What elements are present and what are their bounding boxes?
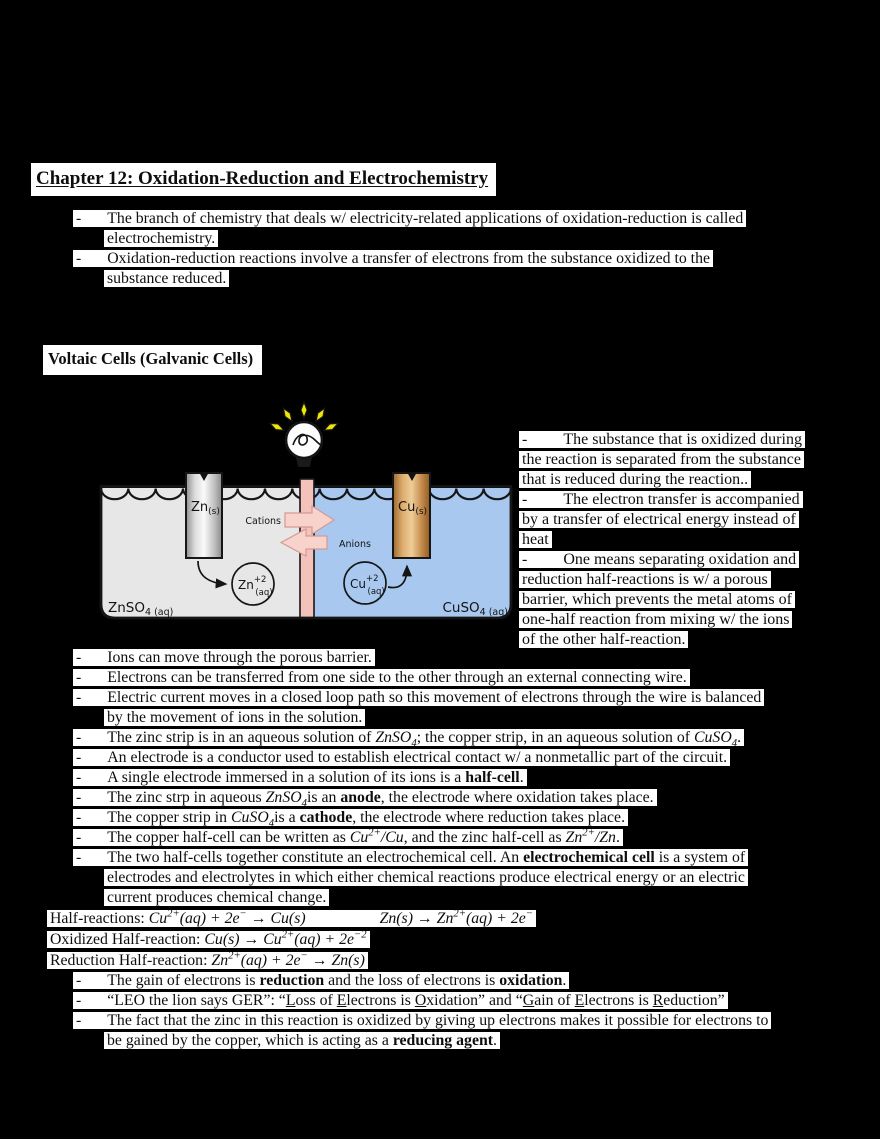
bullet-dash: - — [76, 689, 82, 706]
cu-solution-label: CuSO$_4$ (aq) — [442, 600, 508, 618]
list-item — [47, 249, 877, 289]
list-item — [47, 668, 877, 688]
note-line: - The substance that is oxidized during — [519, 430, 849, 450]
note-line: by a transfer of electrical energy instead of — [519, 510, 849, 530]
zn-solution-label: ZnSO$_4$ (aq) — [108, 600, 174, 618]
list-item-text: “LEO the lion says GER”: “Loss of Electrons is Oxidation” and “Gain of Electrons is Reduction” — [107, 992, 725, 1009]
zn-electrode-label: $Zn_{(s)}$ — [191, 500, 220, 517]
list-item-text: The fact that the zinc in this reaction is oxidized by giving up electrons makes it possible for electrons to be gained by the copper, which is acting as a reducing agent. — [107, 1012, 769, 1049]
main-list — [47, 648, 877, 908]
bullet-dash: - — [76, 972, 82, 989]
intro-list — [47, 209, 877, 289]
note-line: heat — [519, 530, 849, 550]
bullet-dash: - — [76, 992, 82, 1009]
note-line: reduction half-reactions is w/ a porous — [519, 570, 849, 590]
bulb-ray — [270, 423, 284, 430]
bullet-dash: - — [76, 789, 82, 806]
note-line: that is reduced during the reaction.. — [519, 470, 849, 490]
half-reaction-line — [47, 908, 877, 929]
list-item-text: Ions can move through the porous barrier. — [107, 649, 372, 666]
list-item — [47, 748, 877, 768]
bullet-dash: - — [76, 849, 82, 866]
list-item — [47, 1011, 877, 1051]
equation: Oxidized Half-reaction: $Cu(s) \to Cu^{2+}(aq) + 2e^{-2}$ — [47, 931, 370, 948]
bullet-dash: - — [76, 210, 82, 227]
side-notes — [519, 430, 849, 650]
light-bulb-icon — [270, 402, 338, 467]
list-item-text: The branch of chemistry that deals w/ electricity-related applications of oxidation-reduction is called electrochemistry. — [107, 210, 744, 247]
half-reaction-line — [47, 929, 877, 950]
bullet-dash: - — [76, 649, 82, 666]
bullet-dash: - — [76, 250, 82, 267]
list-item-text: The copper strip in CuSO$_4$is a cathode, the electrode where reduction takes place. — [107, 809, 626, 830]
note-line: - The electron transfer is accompanied — [519, 490, 849, 510]
list-item-text: The zinc strip is in an aqueous solution of ZnSO$_4$; the copper strip, in an aqueous solution of CuSO$_4$. — [107, 729, 742, 750]
list-item — [47, 768, 877, 788]
bulb-glass — [286, 422, 322, 458]
list-item — [47, 971, 877, 991]
bulb-ray — [301, 402, 307, 418]
list-item — [47, 728, 877, 748]
equation: $Zn(s) \to Zn^{2+}(aq) + 2e^-$ — [379, 907, 534, 927]
zn-ion-label: $Zn^{+2}$ (aq) — [238, 575, 273, 598]
bullet-dash: - — [76, 729, 82, 746]
bullet-dash: - — [76, 1012, 82, 1029]
final-list — [47, 971, 877, 1051]
list-item — [47, 648, 877, 668]
list-item-text: An electrode is a conductor used to establish electrical contact w/ a nonmetallic part of the circuit. — [107, 749, 728, 766]
list-item-text: A single electrode immersed in a solution of its ions is a half-cell. — [107, 769, 524, 786]
list-item-text: The zinc strp in aqueous ZnSO$_4$is an anode, the electrode where oxidation takes place. — [107, 789, 654, 810]
voltaic-cell-diagram — [98, 390, 518, 632]
anions-label: Anions — [339, 539, 371, 550]
half-reactions — [47, 908, 877, 971]
list-item — [47, 828, 877, 848]
cu-electrode-label: $Cu_{(s)}$ — [398, 500, 428, 517]
list-item — [47, 209, 877, 249]
bullet-dash: - — [76, 669, 82, 686]
list-item-text: The gain of electrons is reduction and the loss of electrons is oxidation. — [107, 972, 567, 989]
bulb-ray — [324, 423, 338, 430]
list-item — [47, 808, 877, 828]
list-item-text: The two half-cells together constitute an electrochemical cell. An electrochemical cell is a system of electrodes and electrolytes in which either chemical reactions produce electrical energy or an electric current produces chemical change. — [107, 849, 746, 906]
list-item — [47, 688, 877, 728]
equation: Half-reactions: $Cu^{2+}(aq) + 2e^- \to Cu(s)$ — [50, 907, 306, 927]
section-title — [43, 345, 262, 375]
note-line: - One means separating oxidation and — [519, 550, 849, 570]
bullet-dash: - — [76, 769, 82, 786]
bulb-ray — [283, 408, 292, 421]
page-title — [31, 163, 496, 196]
note-line: one-half reaction from mixing w/ the ions — [519, 610, 849, 630]
half-reaction-line — [47, 950, 877, 971]
equation: Reduction Half-reaction: $Zn^{2+}(aq) + 2e^- \to Zn(s)$ — [47, 952, 368, 969]
list-item — [47, 848, 877, 908]
bulb-ray — [316, 408, 325, 421]
section-title-text: Voltaic Cells (Galvanic Cells) — [48, 349, 254, 368]
list-item-text: Electrons can be transferred from one side to the other through an external connecting wire. — [107, 669, 687, 686]
list-item — [47, 991, 877, 1011]
page-title-text: Chapter 12: Oxidation-Reduction and Electrochemistry — [36, 168, 489, 189]
main-notes — [47, 648, 877, 1051]
list-item-text: The copper half-cell can be written as $Cu^{2+}/Cu$, and the zinc half-cell as $Zn^{2+}/Zn$. — [107, 826, 620, 846]
list-item-text: Electric current moves in a closed loop path so this movement of electrons through the wire is balanced by the movement of ions in the solution. — [107, 689, 762, 726]
bullet-dash: - — [76, 809, 82, 826]
note-line: the reaction is separated from the substance — [519, 450, 849, 470]
cations-label: Cations — [245, 516, 281, 527]
cu-ion-label: $Cu^{+2}$ (aq) — [350, 574, 385, 597]
note-line: of the other half-reaction. — [519, 630, 849, 650]
bullet-dash: - — [76, 829, 82, 846]
note-line: barrier, which prevents the metal atoms of — [519, 590, 849, 610]
list-item — [47, 788, 877, 808]
bullet-dash: - — [76, 749, 82, 766]
list-item-text: Oxidation-reduction reactions involve a transfer of electrons from the substance oxidized to the substance reduced. — [107, 250, 710, 287]
